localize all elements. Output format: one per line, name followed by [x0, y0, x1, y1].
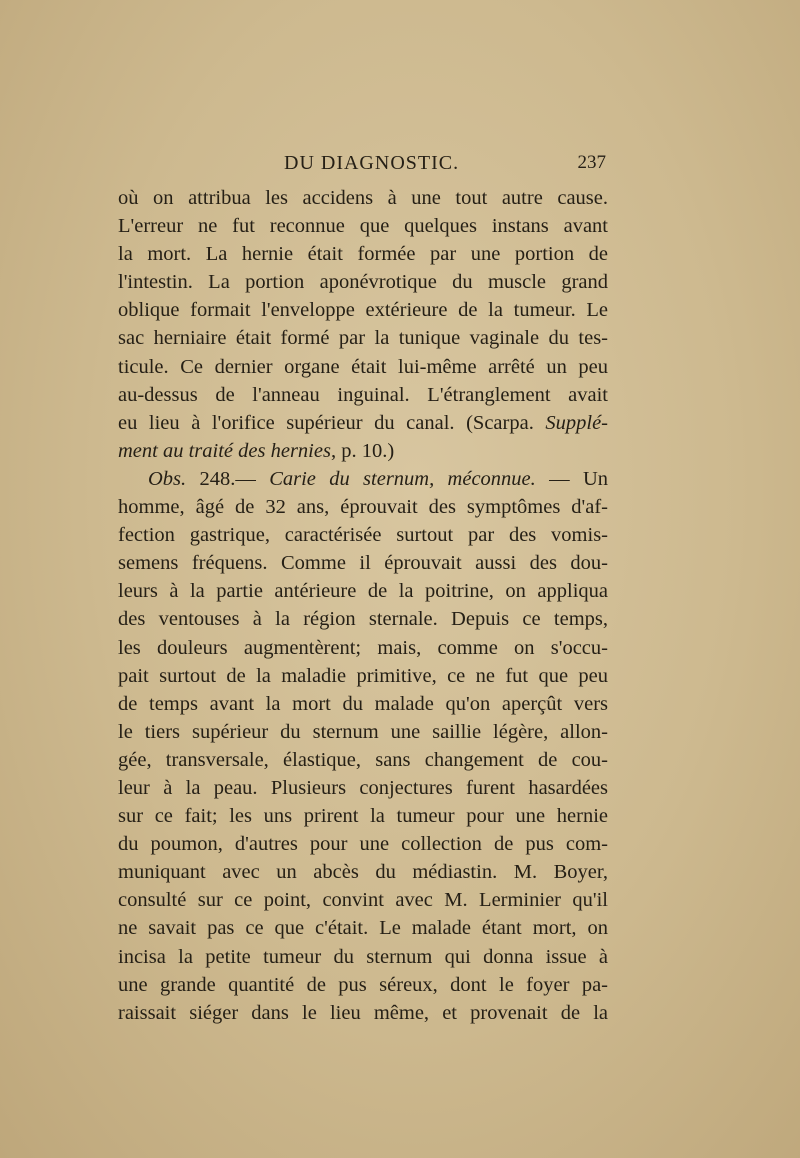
text-line — [118, 914, 608, 942]
text-run: oblique formait l'enveloppe extérieure de la tumeur. Le — [118, 299, 608, 322]
text-run: le tiers supérieur du sternum une saillie légère, allon- — [118, 720, 608, 743]
text-line — [118, 268, 608, 296]
citation-italic: ment au traité des hernies — [118, 439, 331, 462]
text-run: eu lieu à l'orifice supérieur du canal. (Scarpa. — [118, 411, 546, 434]
text-run: leurs à la partie antérieure de la poitrine, on appliqua — [118, 580, 608, 603]
obs-number: 248.— — [186, 467, 270, 490]
text-line — [118, 296, 608, 324]
text-run: sac herniaire était formé par la tunique vaginale du tes- — [118, 327, 608, 350]
text-line — [118, 774, 608, 802]
text-line — [118, 409, 608, 437]
text-line — [118, 240, 608, 268]
text-line — [118, 353, 608, 381]
text-line — [118, 999, 608, 1027]
text-run: homme, âgé de 32 ans, éprouvait des symptômes d'af- — [118, 496, 608, 519]
running-title: DU DIAGNOSTIC. — [284, 152, 460, 174]
text-run: , p. 10.) — [330, 439, 395, 462]
text-line — [118, 381, 608, 409]
text-run: sur ce fait; les uns prirent la tumeur pour une hernie — [118, 805, 608, 828]
text-run: où on attribua les accidens à une tout autre cause. — [118, 187, 608, 209]
text-line — [118, 746, 608, 774]
text-line — [118, 324, 608, 352]
text-run: gée, transversale, élastique, sans changement de cou- — [118, 748, 608, 771]
text-line — [118, 690, 608, 718]
text-line — [118, 858, 608, 886]
text-line — [118, 212, 608, 240]
text-run: incisa la petite tumeur du sternum qui donna issue à — [118, 945, 608, 968]
text-run: l'intestin. La portion aponévrotique du muscle grand — [118, 271, 608, 294]
text-line — [118, 605, 608, 633]
text-line — [118, 437, 608, 465]
text-line — [118, 662, 608, 690]
citation-italic: Supplé- — [545, 411, 608, 434]
text-line — [118, 971, 608, 999]
text-run: ticule. Ce dernier organe était lui-même arrêté un peu — [118, 355, 608, 378]
observation-heading-line — [118, 465, 608, 493]
text-line — [118, 577, 608, 605]
text-run: une grande quantité de pus séreux, dont le foyer pa- — [118, 973, 608, 996]
text-line — [118, 184, 608, 212]
body-text — [118, 184, 608, 1027]
text-line — [118, 493, 608, 521]
text-run: de temps avant la mort du malade qu'on aperçût vers — [118, 692, 608, 715]
obs-title: Carie du sternum, méconnue. — [269, 467, 536, 490]
text-run: fection gastrique, caractérisée surtout par des vomis- — [118, 524, 608, 547]
text-run: raissait siéger dans le lieu même, et provenait de la — [118, 1001, 608, 1024]
text-line — [118, 521, 608, 549]
text-line — [118, 549, 608, 577]
text-run: semens fréquens. Comme il éprouvait aussi des dou- — [118, 552, 608, 575]
text-run: consulté sur ce point, convint avec M. Lerminier qu'il — [118, 889, 608, 912]
text-run: muniquant avec un abcès du médiastin. M. Boyer, — [118, 861, 608, 884]
text-run: au-dessus de l'anneau inguinal. L'étranglement avait — [118, 383, 608, 406]
text-line — [118, 886, 608, 914]
obs-label: Obs. — [148, 467, 187, 490]
text-line — [118, 718, 608, 746]
text-line — [118, 830, 608, 858]
text-run: la mort. La hernie était formée par une portion de — [118, 243, 608, 266]
page-number: 237 — [577, 152, 606, 173]
text-run: des ventouses à la région sternale. Depuis ce temps, — [118, 608, 608, 631]
text-run: — Un — [535, 467, 608, 490]
text-run: leur à la peau. Plusieurs conjectures furent hasardées — [118, 776, 608, 799]
text-line — [118, 802, 608, 830]
page-header — [118, 152, 606, 178]
text-run: pait surtout de la maladie primitive, ce ne fut que peu — [118, 664, 608, 687]
text-line — [118, 943, 608, 971]
text-run: les douleurs augmentèrent; mais, comme on s'occu- — [118, 636, 608, 659]
text-run: L'erreur ne fut reconnue que quelques instans avant — [118, 215, 608, 238]
text-run: du poumon, d'autres pour une collection de pus com- — [118, 833, 608, 856]
text-line — [118, 634, 608, 662]
text-run: ne savait pas ce que c'était. Le malade étant mort, on — [118, 917, 608, 940]
